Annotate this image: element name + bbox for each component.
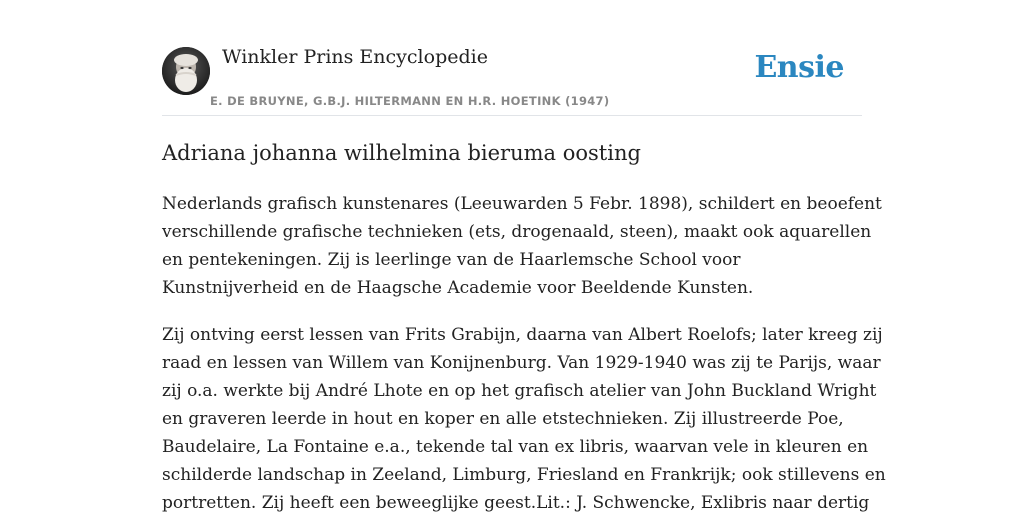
portrait-avatar-graphic [162, 47, 210, 95]
paragraph-line: zij o.a. werkte bij André Lhote en op het grafisch atelier van John Buckland Wright [162, 381, 877, 401]
paragraph-line: en pentekeningen. Zij is leerlinge van de Haarlemsche School voor [162, 250, 741, 270]
portrait-avatar-icon[interactable] [162, 47, 210, 95]
paragraph-line: schilderde landschap in Zeeland, Limburg, Friesland en Frankrijk; ook stillevens en [162, 465, 886, 485]
paragraph-line: en graveren leerde in hout en koper en alle etstechnieken. Zij illustreerde Poe, [162, 409, 844, 429]
publication-title[interactable]: Winkler Prins Encyclopedie [222, 46, 488, 68]
publication-authors: E. DE BRUYNE, G.B.J. HILTERMANN EN H.R. HOETINK (1947) [210, 94, 610, 108]
paragraph-line: verschillende grafische technieken (ets, drogenaald, steen), maakt ook aquarellen [162, 222, 872, 242]
paragraph-line: Baudelaire, La Fontaine e.a., tekende tal van ex libris, waarvan vele in kleuren en [162, 437, 869, 457]
paragraph-line: portretten. Zij heeft een beweeglijke geest.Lit.: J. Schwencke, Exlibris naar dertig [162, 493, 870, 512]
article-paragraph-1 [162, 190, 882, 302]
article-title: Adriana johanna wilhelmina bieruma oosting [162, 141, 641, 165]
ensie-logo[interactable]: Ensie [754, 50, 844, 85]
paragraph-line: Zij ontving eerst lessen van Frits Grabijn, daarna van Albert Roelofs; later kreeg zij [162, 325, 883, 345]
page [162, 0, 886, 512]
article-paragraph-2 [162, 321, 886, 512]
paragraph-line: Kunstnijverheid en de Haagsche Academie voor Beeldende Kunsten. [162, 278, 754, 298]
paragraph-line: Nederlands grafisch kunstenares (Leeuwarden 5 Febr. 1898), schildert en beoefent [162, 194, 882, 214]
paragraph-line: raad en lessen van Willem van Konijnenburg. Van 1929-1940 was zij te Parijs, waar [162, 353, 881, 373]
site-header [162, 44, 862, 116]
